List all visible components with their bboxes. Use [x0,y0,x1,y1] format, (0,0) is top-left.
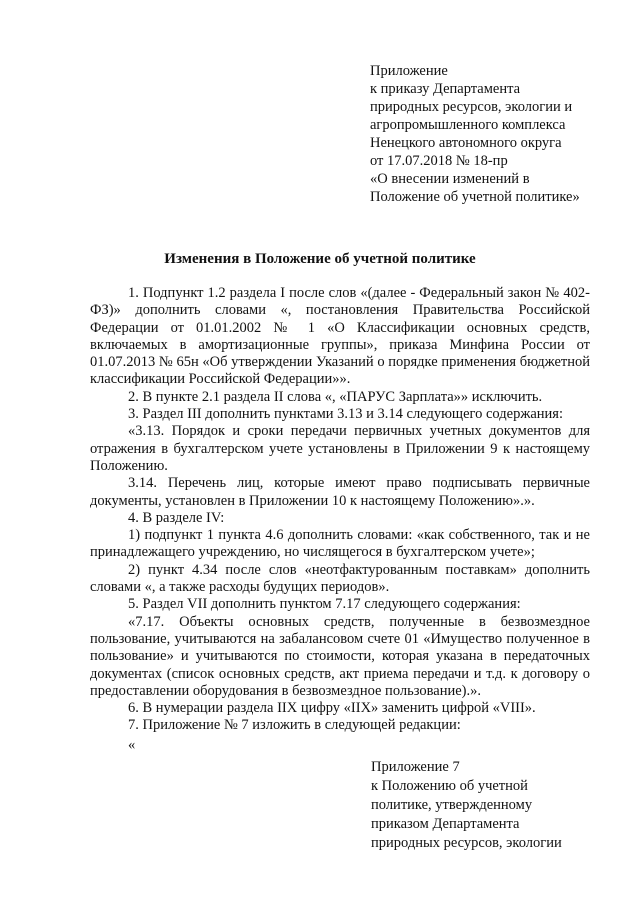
paragraph: 5. Раздел VII дополнить пунктом 7.17 следующего содержания: [128,596,521,613]
paragraph: 7. Приложение № 7 изложить в следующей редакции: [128,717,461,734]
appendix7-line: политике, утвержденному [371,797,533,813]
header-appendix-line: «О внесении изменений в [370,171,530,187]
header-appendix-line: Положение об учетной политике» [370,189,580,205]
paragraph: 6. В нумерации раздела IIX цифру «IIX» заменить цифрой «VIII». [128,700,536,717]
paragraph: «7.17. Объекты основных средств, полученные в безвозмездное пользование, учитываются на забалансовом счете 01 «Имущество полученное в пользование» и учитываются по стоимости, которая указана в передаточных документах (список основных средств, акт приема передачи и т.д. к договору о предоставлении оборудования в безвозмездное пользование).». [90,613,590,699]
appendix7-line: природных ресурсов, экологии [371,835,562,851]
paragraph: 4. В разделе IV: [128,509,225,526]
header-appendix-line: к приказу Департамента [370,81,521,97]
opening-quote-mark: « [128,737,136,753]
paragraph: 1. Подпункт 1.2 раздела I после слов «(далее - Федеральный закон № 402-ФЗ)» дополнить словами «, постановления Правительства Российской Федерации от 01.01.2002 № 1 «О Классификации основных средств, включаемых в амортизационные группы», приказа Минфина России от 01.07.2013 № 65н «Об утверждении Указаний о порядке применения бюджетной классификации Российской Федерации»». [90,285,590,388]
paragraph: 2. В пункте 2.1 раздела II слова «, «ПАРУС Зарплата»» исключить. [128,388,543,405]
header-appendix-line: Ненецкого автономного округа [370,135,562,151]
document-body [90,285,590,735]
paragraph: 3.14. Перечень лиц, которые имеют право подписывать первичные документы, установлен в Приложении 10 к настоящему Положению».». [90,475,590,509]
paragraph: 2) пункт 4.34 после слов «неотфактурованным поставкам» дополнить словами «, а также расходы будущих периодов». [90,561,590,596]
document-title: Изменения в Положение об учетной политике [164,251,476,267]
appendix7-line: к Положению об учетной [371,778,528,794]
paragraph: «3.13. Порядок и сроки передачи первичных учетных документов для отражения в бухгалтерском учете установлены в Приложении 9 к настоящему Положению. [90,423,590,474]
paragraph: 3. Раздел III дополнить пунктами 3.13 и 3.14 следующего содержания: [128,406,563,423]
header-appendix-line: агропромышленного комплекса [370,117,566,133]
paragraph: 1) подпункт 1 пункта 4.6 дополнить словами: «как собственного, так и не принадлежащего учреждению, но числящегося в бухгалтерском учете»; [90,527,590,561]
appendix7-line: приказом Департамента [371,816,520,832]
appendix7-line: Приложение 7 [371,759,460,775]
header-appendix-line: Приложение [370,63,448,79]
header-appendix-line: от 17.07.2018 № 18-пр [370,153,508,169]
appendix7-block [371,758,621,853]
header-appendix-line: природных ресурсов, экологии и [370,99,573,115]
header-appendix-block [370,62,630,206]
